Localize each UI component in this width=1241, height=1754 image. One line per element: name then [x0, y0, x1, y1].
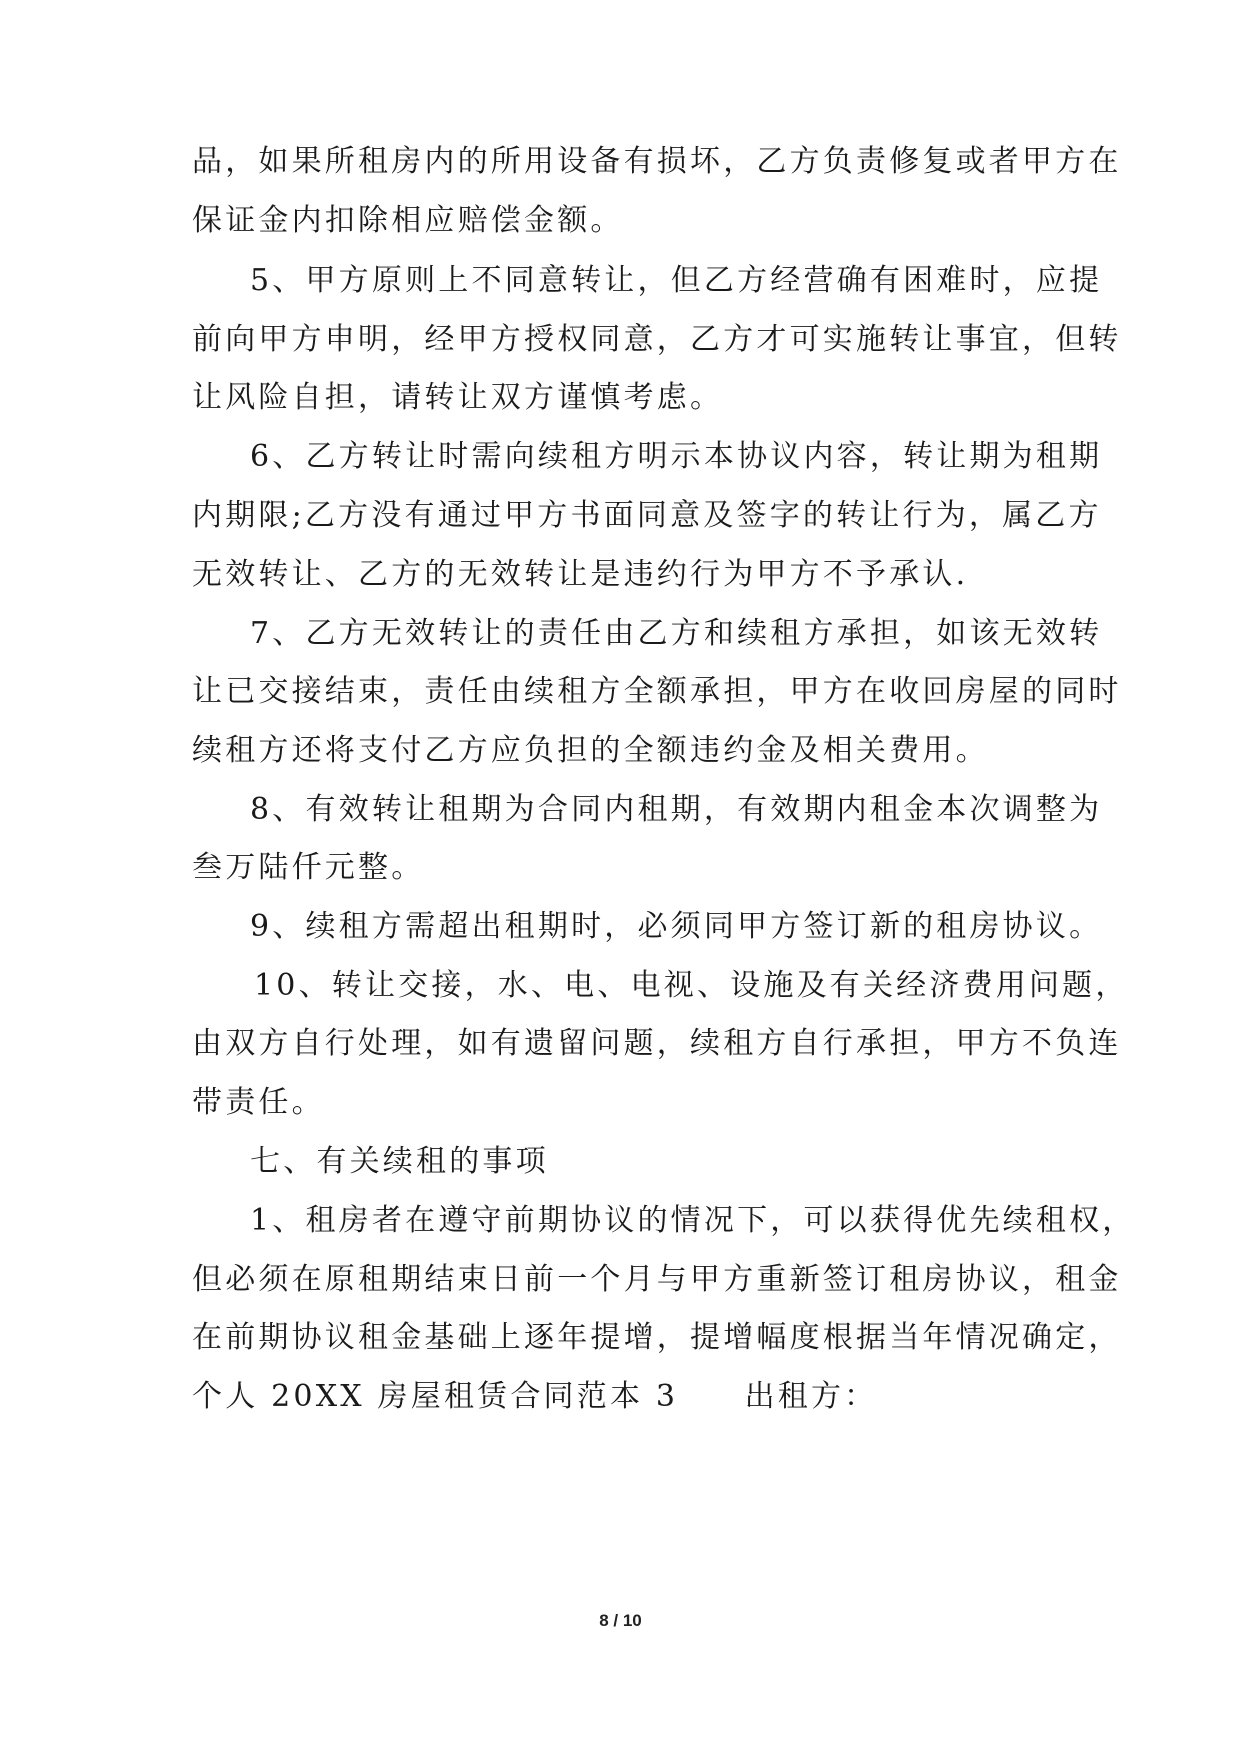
paragraph-line: 让风险自担，请转让双方谨慎考虑。: [192, 380, 724, 415]
page-number: 8 / 10: [599, 1611, 642, 1630]
paragraph-line: 7、乙方无效转让的责任由乙方和续租方承担，如该无效转: [250, 616, 1103, 651]
paragraph-line: 9、续租方需超出租期时，必须同甲方签订新的租房协议。: [250, 909, 1103, 944]
paragraph-line: 10、转让交接，水、电、电视、设施及有关经济费用问题，: [254, 968, 1129, 1003]
paragraph-line: 叁万陆仟元整。: [192, 850, 425, 885]
paragraph-line: 无效转让、乙方的无效转让是违约行为甲方不予承认.: [192, 557, 969, 592]
paragraph-line: 前向甲方申明，经甲方授权同意，乙方才可实施转让事宜，但转: [192, 322, 1122, 357]
paragraph-line: 保证金内扣除相应赔偿金额。: [192, 203, 624, 238]
paragraph-line: 内期限;乙方没有通过甲方书面同意及签字的转让行为，属乙方: [192, 498, 1102, 533]
paragraph-line: 让已交接结束，责任由续租方全额承担，甲方在收回房屋的同时: [192, 674, 1122, 709]
paragraph-line: 由双方自行处理，如有遗留问题，续租方自行承担，甲方不负连: [192, 1026, 1122, 1061]
paragraph-line: 品，如果所租房内的所用设备有损坏，乙方负责修复或者甲方在: [192, 144, 1122, 179]
paragraph-line: 个人 20XX 房屋租赁合同范本 3 出租方：: [192, 1379, 878, 1414]
paragraph-line: 在前期协议租金基础上逐年提增，提增幅度根据当年情况确定，: [192, 1320, 1122, 1355]
paragraph-line: 5、甲方原则上不同意转让，但乙方经营确有困难时，应提: [250, 263, 1103, 298]
section-heading: 七、有关续租的事项: [250, 1144, 549, 1179]
paragraph-line: 但必须在原租期结束日前一个月与甲方重新签订租房协议，租金: [192, 1262, 1122, 1297]
paragraph-line: 带责任。: [192, 1085, 325, 1120]
paragraph-line: 续租方还将支付乙方应负担的全额违约金及相关费用。: [192, 733, 989, 768]
paragraph-line: 6、乙方转让时需向续租方明示本协议内容，转让期为租期: [250, 439, 1103, 474]
paragraph-line: 8、有效转让租期为合同内租期，有效期内租金本次调整为: [250, 792, 1103, 827]
paragraph-line: 1、租房者在遵守前期协议的情况下，可以获得优先续租权，: [250, 1203, 1136, 1238]
